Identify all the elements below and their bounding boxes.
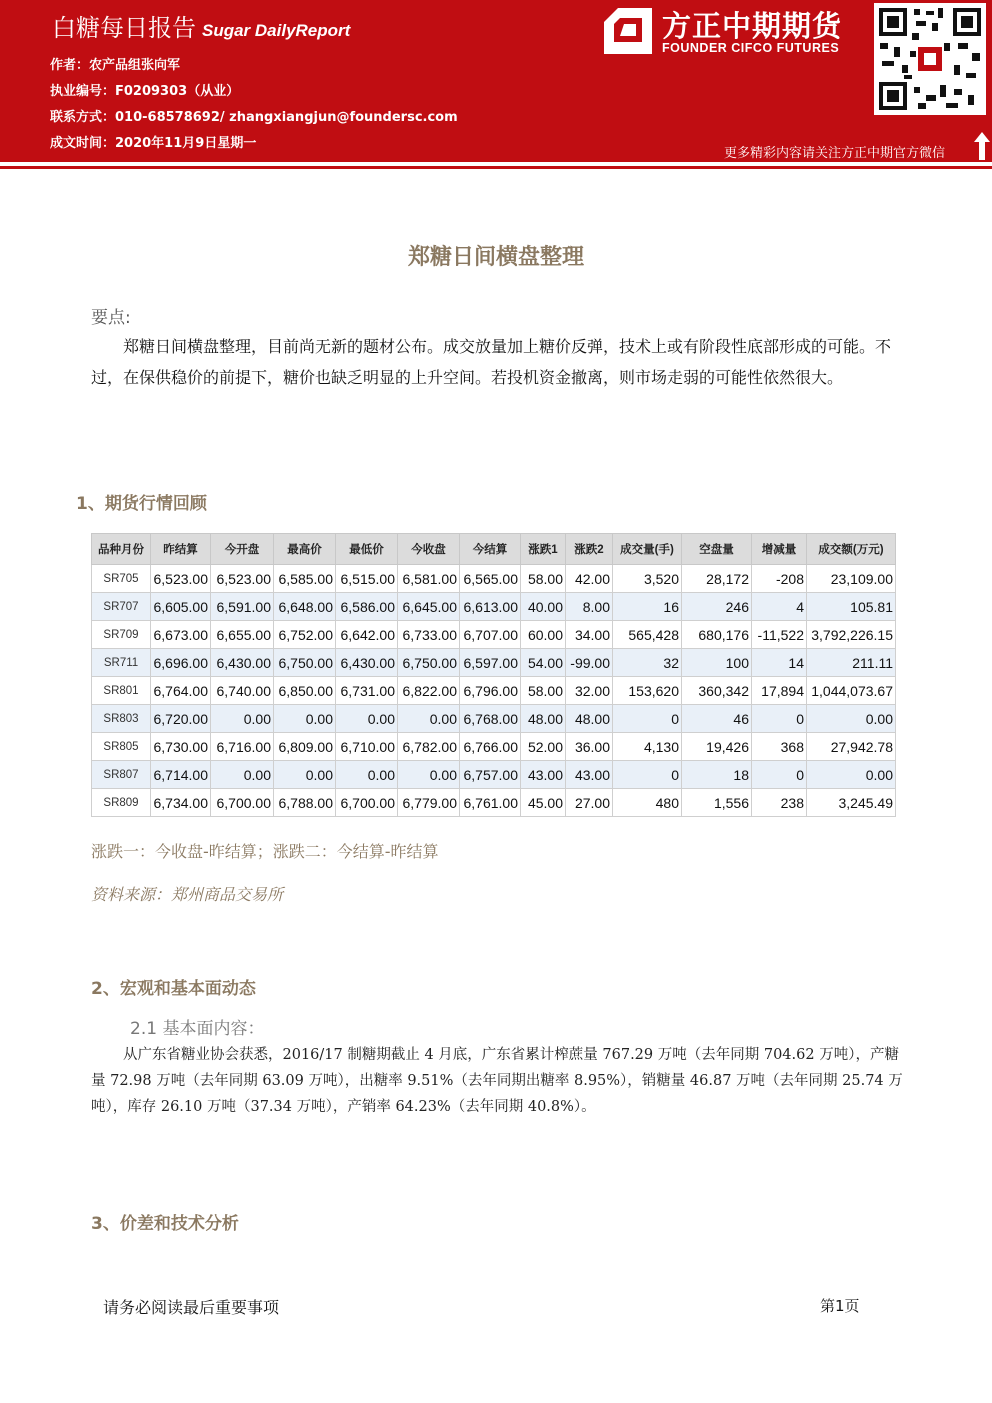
contract-code-cell: SR807 [92,761,151,789]
table-row [92,705,896,733]
table-cell: 6,710.00 [336,733,398,761]
table-cell: 16 [613,593,682,621]
col-header: 最低价 [336,534,398,565]
table-cell: 0 [752,705,807,733]
table-cell: 6,822.00 [398,677,460,705]
table-cell: 0.00 [274,761,336,789]
table-cell: 0 [613,705,682,733]
license-line: 执业编号：F0209303（从业） [50,84,240,99]
table-cell: 6,707.00 [460,621,521,649]
table-row [92,649,896,677]
table-cell: 0.00 [807,705,896,733]
col-header: 涨跌1 [521,534,566,565]
table-cell: 6,731.00 [336,677,398,705]
table-cell: 46 [682,705,752,733]
table-cell: 3,245.49 [807,789,896,817]
table-cell: 0.00 [398,705,460,733]
table-cell: 43.00 [521,761,566,789]
contract-code-cell: SR709 [92,621,151,649]
data-source: 资料来源：郑州商品交易所 [91,885,284,904]
section-1-title: 1、期货行情回顾 [76,494,207,514]
contract-code-cell: SR705 [92,565,151,593]
table-cell: 6,768.00 [460,705,521,733]
table-cell: 6,586.00 [336,593,398,621]
table-row [92,733,896,761]
table-cell: 0.00 [211,705,274,733]
table-cell: 100 [682,649,752,677]
table-cell: 0.00 [336,705,398,733]
table-row [92,761,896,789]
table-cell: 54.00 [521,649,566,677]
table-cell: 28,172 [682,565,752,593]
table-cell: 6,585.00 [274,565,336,593]
table-cell: 480 [613,789,682,817]
table-row [92,593,896,621]
table-cell: 6,752.00 [274,621,336,649]
table-cell: 48.00 [521,705,566,733]
table-row [92,621,896,649]
table-cell: 6,700.00 [211,789,274,817]
table-cell: 6,696.00 [151,649,211,677]
col-header: 增减量 [752,534,807,565]
report-title: 白糖每日报告 Sugar DailyReport [52,14,351,42]
table-cell: 3,792,226.15 [807,621,896,649]
table-cell: 23,109.00 [807,565,896,593]
table-cell: 4,130 [613,733,682,761]
col-header: 品种月份 [92,534,151,565]
table-cell: 6,761.00 [460,789,521,817]
table-cell: 6,788.00 [274,789,336,817]
author-line: 作者：农产品组张向军 [50,58,181,73]
table-cell: -208 [752,565,807,593]
table-cell: 45.00 [521,789,566,817]
table-cell: 52.00 [521,733,566,761]
table-cell: 105.81 [807,593,896,621]
table-cell: 6,733.00 [398,621,460,649]
table-row [92,677,896,705]
table-cell: 6,782.00 [398,733,460,761]
report-header [0,0,992,162]
table-cell: 6,740.00 [211,677,274,705]
table-cell: 6,809.00 [274,733,336,761]
table-cell: 6,714.00 [151,761,211,789]
company-name-en: FOUNDER CIFCO FUTURES [662,41,840,55]
table-cell: 27.00 [566,789,613,817]
table-cell: 6,716.00 [211,733,274,761]
table-cell: 18 [682,761,752,789]
header-divider [0,166,992,169]
col-header: 今结算 [460,534,521,565]
table-cell: 0.00 [211,761,274,789]
table-cell: 6,581.00 [398,565,460,593]
table-cell: 6,645.00 [398,593,460,621]
table-cell: 368 [752,733,807,761]
qr-code-icon [874,3,986,115]
col-header: 最高价 [274,534,336,565]
table-cell: 6,605.00 [151,593,211,621]
market-table [91,533,896,817]
table-cell: 6,430.00 [336,649,398,677]
table-cell: 6,655.00 [211,621,274,649]
table-cell: 58.00 [521,565,566,593]
date-line: 成文时间：2020年11月9日星期一 [50,136,257,151]
table-cell: 0 [613,761,682,789]
table-cell: 6,764.00 [151,677,211,705]
table-cell: 0.00 [274,705,336,733]
company-name-cn: 方正中期期货 [662,9,843,43]
company-logo-icon [604,8,652,54]
table-cell: 6,850.00 [274,677,336,705]
table-cell: 43.00 [566,761,613,789]
table-cell: 211.11 [807,649,896,677]
table-cell: 19,426 [682,733,752,761]
section-2-subtitle: 2.1 基本面内容： [130,1019,265,1039]
table-cell: 153,620 [613,677,682,705]
table-header-row [92,534,896,565]
table-cell: 6,515.00 [336,565,398,593]
table-cell: 6,720.00 [151,705,211,733]
table-row [92,565,896,593]
table-cell: 6,591.00 [211,593,274,621]
table-cell: 6,750.00 [398,649,460,677]
table-cell: 6,730.00 [151,733,211,761]
table-cell: 6,613.00 [460,593,521,621]
col-header: 空盘量 [682,534,752,565]
table-cell: 0.00 [807,761,896,789]
table-cell: 1,556 [682,789,752,817]
table-cell: 4 [752,593,807,621]
table-body [92,565,896,817]
table-cell: 360,342 [682,677,752,705]
table-cell: 6,750.00 [274,649,336,677]
table-cell: 6,648.00 [274,593,336,621]
table-cell: 6,523.00 [151,565,211,593]
table-cell: 6,757.00 [460,761,521,789]
col-header: 今收盘 [398,534,460,565]
col-header: 昨结算 [151,534,211,565]
table-cell: -11,522 [752,621,807,649]
table-cell: 680,176 [682,621,752,649]
col-header: 成交额(万元) [807,534,896,565]
table-cell: 6,734.00 [151,789,211,817]
table-cell: 34.00 [566,621,613,649]
table-cell: 32 [613,649,682,677]
contact-line: 联系方式：010-68578692/ zhangxiangjun@foundersc.com [50,110,458,125]
section-3-title: 3、价差和技术分析 [91,1214,239,1234]
table-cell: 36.00 [566,733,613,761]
contract-code-cell: SR803 [92,705,151,733]
page-title: 郑糖日间横盘整理 [407,245,584,270]
table-cell: 3,520 [613,565,682,593]
wechat-note: 更多精彩内容请关注方正中期官方微信 [724,146,946,161]
table-cell: 6,673.00 [151,621,211,649]
summary-label: 要点: [91,308,131,328]
table-row [92,789,896,817]
table-cell: 6,565.00 [460,565,521,593]
table-cell: 6,779.00 [398,789,460,817]
table-cell: 8.00 [566,593,613,621]
page-number: 第1页 [820,1297,860,1315]
table-cell: 6,766.00 [460,733,521,761]
fundamentals-paragraph: 从广东省糖业协会获悉，2016/17 制糖期截止 4 月底，广东省累计榨蔗量 767.29 万吨（去年同期 704.62 万吨），产糖量 72.98 万吨（去年同期 63.09 万吨），出糖率 9.51%（去年同期出糖率 8.95%），销糖量 46.87 万吨（去年同期 25.74 万吨），库存 26.10 万吨（37.34 万吨），产销率 64.23%（去年同期 40.8%）。 [91,1047,903,1115]
table-cell: 6,642.00 [336,621,398,649]
table-cell: 6,700.00 [336,789,398,817]
footer-disclaimer: 请务必阅读最后重要事项 [103,1298,280,1317]
arrow-up-icon [974,132,990,160]
summary-paragraph: 郑糖日间横盘整理，目前尚无新的题材公布。成交放量加上糖价反弹，技术上或有阶段性底部形成的可能。不过，在保供稳价的前提下，糖价也缺乏明显的上升空间。若投机资金撤离，则市场走弱的可能性依然很大。 [91,337,892,387]
table-cell: 42.00 [566,565,613,593]
table-cell: -99.00 [566,649,613,677]
table-cell: 6,523.00 [211,565,274,593]
table-cell: 58.00 [521,677,566,705]
section-2-title: 2、宏观和基本面动态 [91,979,256,999]
table-cell: 40.00 [521,593,566,621]
table-cell: 14 [752,649,807,677]
table-cell: 1,044,073.67 [807,677,896,705]
table-cell: 0.00 [398,761,460,789]
table-cell: 238 [752,789,807,817]
table-cell: 565,428 [613,621,682,649]
report-title-en: Sugar DailyReport [202,21,351,40]
col-header: 今开盘 [211,534,274,565]
contract-code-cell: SR801 [92,677,151,705]
contract-code-cell: SR707 [92,593,151,621]
contract-code-cell: SR809 [92,789,151,817]
col-header: 涨跌2 [566,534,613,565]
table-cell: 246 [682,593,752,621]
table-cell: 27,942.78 [807,733,896,761]
table-cell: 17,894 [752,677,807,705]
contract-code-cell: SR711 [92,649,151,677]
table-cell: 6,430.00 [211,649,274,677]
contract-code-cell: SR805 [92,733,151,761]
table-cell: 60.00 [521,621,566,649]
table-note: 涨跌一：今收盘-昨结算；涨跌二：今结算-昨结算 [91,842,439,861]
table-cell: 0.00 [336,761,398,789]
table-cell: 0 [752,761,807,789]
table-cell: 6,597.00 [460,649,521,677]
table-cell: 32.00 [566,677,613,705]
col-header: 成交量(手) [613,534,682,565]
table-cell: 48.00 [566,705,613,733]
table-cell: 6,796.00 [460,677,521,705]
